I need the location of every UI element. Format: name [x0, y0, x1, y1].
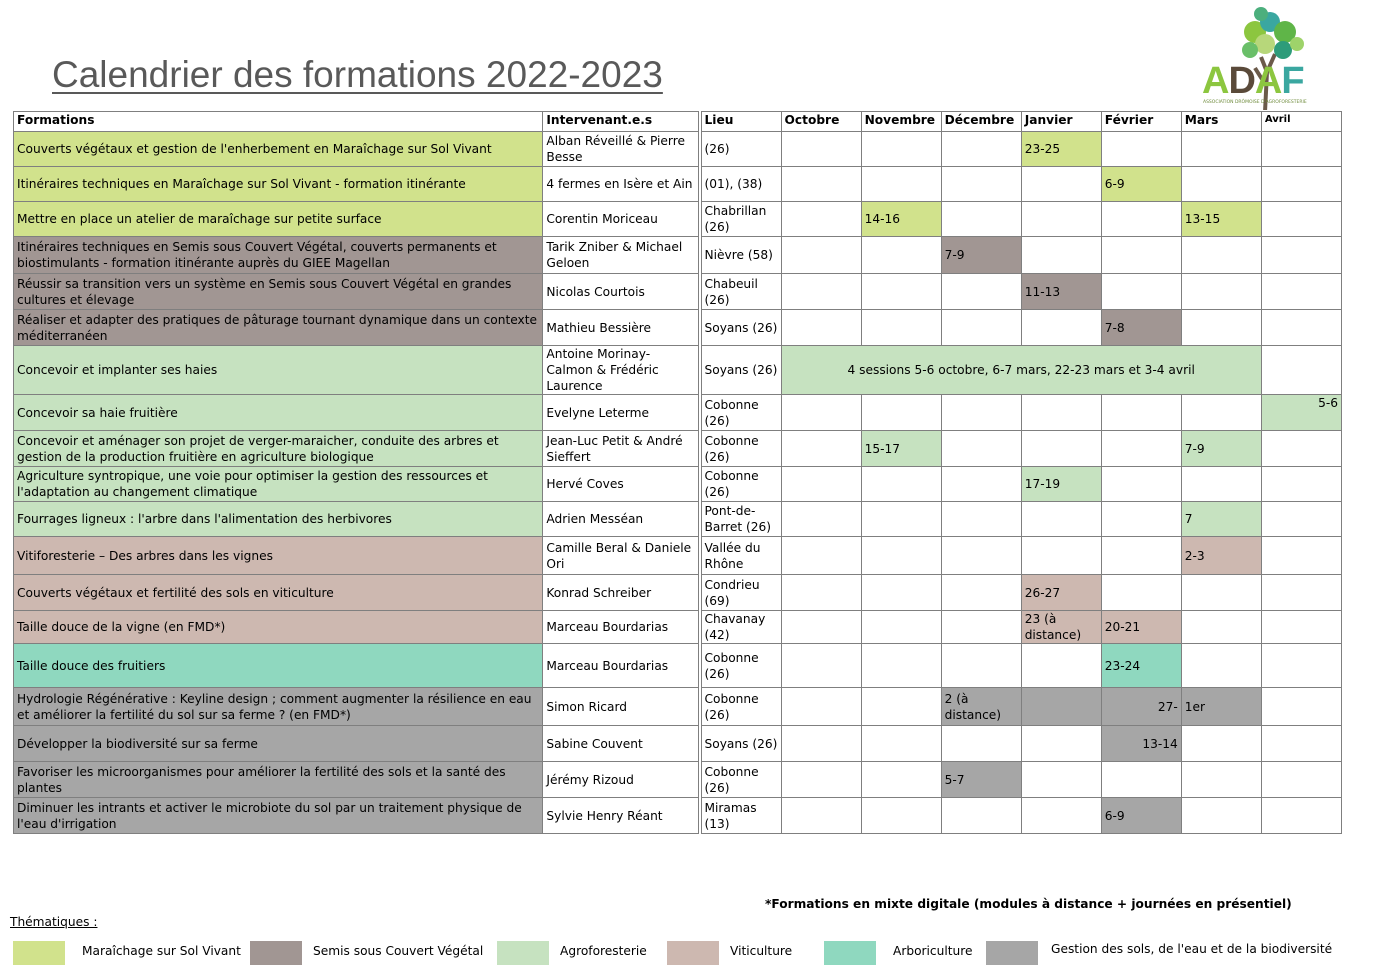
intervenant-cell: Marceau Bourdarias — [543, 644, 698, 688]
intervenant-cell: Corentin Moriceau — [543, 202, 698, 237]
header-month: Avril — [1261, 112, 1341, 132]
month-cell: 17-19 — [1021, 467, 1101, 502]
month-cell — [1101, 575, 1181, 611]
intervenant-cell: Sylvie Henry Réant — [543, 798, 698, 834]
month-cell — [1261, 762, 1341, 798]
formations-table — [13, 111, 1342, 834]
legend-label: Gestion des sols, de l'eau et de la biodiversité — [1051, 942, 1333, 956]
lieu-cell: Chavanay (42) — [701, 611, 781, 644]
formation-cell: Couverts végétaux et gestion de l'enherbement en Maraîchage sur Sol Vivant — [14, 132, 543, 167]
month-cell — [1021, 310, 1101, 346]
month-cell — [781, 798, 861, 834]
table-row — [14, 644, 1342, 688]
month-cell — [941, 167, 1021, 202]
formation-cell: Concevoir sa haie fruitière — [14, 395, 543, 431]
month-cell — [781, 467, 861, 502]
intervenant-cell: Alban Réveillé & Pierre Besse — [543, 132, 698, 167]
table-row — [14, 467, 1342, 502]
formation-cell: Itinéraires techniques en Maraîchage sur Sol Vivant - formation itinérante — [14, 167, 543, 202]
lieu-cell: (26) — [701, 132, 781, 167]
table-row — [14, 167, 1342, 202]
legend-label: Maraîchage sur Sol Vivant — [82, 944, 241, 958]
month-cell — [941, 310, 1021, 346]
month-cell: 15-17 — [861, 431, 941, 467]
month-cell — [1261, 644, 1341, 688]
month-cell — [1021, 798, 1101, 834]
header-month: Février — [1101, 112, 1181, 132]
month-cell — [1181, 167, 1261, 202]
month-cell — [861, 132, 941, 167]
session-span-cell: 4 sessions 5-6 octobre, 6-7 mars, 22-23 mars et 3-4 avril — [781, 346, 1261, 395]
month-cell — [1261, 575, 1341, 611]
month-cell — [1181, 237, 1261, 274]
month-cell — [1021, 237, 1101, 274]
month-cell: 23-25 — [1021, 132, 1101, 167]
lieu-cell: Soyans (26) — [701, 346, 781, 395]
month-cell — [781, 644, 861, 688]
month-cell: 20-21 — [1101, 611, 1181, 644]
intervenant-cell: Sabine Couvent — [543, 726, 698, 762]
month-cell — [1021, 726, 1101, 762]
month-cell — [1181, 395, 1261, 431]
intervenant-cell: Nicolas Courtois — [543, 274, 698, 310]
month-cell — [941, 202, 1021, 237]
month-cell — [861, 575, 941, 611]
month-cell — [781, 537, 861, 575]
month-cell — [1261, 502, 1341, 537]
month-cell — [941, 611, 1021, 644]
month-cell — [941, 726, 1021, 762]
month-cell: 6-9 — [1101, 167, 1181, 202]
formation-cell: Développer la biodiversité sur sa ferme — [14, 726, 543, 762]
table-row — [14, 688, 1342, 726]
formation-cell: Réaliser et adapter des pratiques de pâturage tournant dynamique dans un contexte méditerranéen — [14, 310, 543, 346]
month-cell — [941, 502, 1021, 537]
month-cell — [1181, 467, 1261, 502]
lieu-cell: Vallée du Rhône — [701, 537, 781, 575]
month-cell — [1101, 237, 1181, 274]
month-cell: 23-24 — [1101, 644, 1181, 688]
table-row — [14, 431, 1342, 467]
adaf-logo-text: ADAF — [1202, 60, 1304, 102]
intervenant-cell: 4 fermes en Isère et Ain — [543, 167, 698, 202]
lieu-cell: Cobonne (26) — [701, 467, 781, 502]
month-cell — [861, 395, 941, 431]
lieu-cell: Condrieu (69) — [701, 575, 781, 611]
month-cell — [861, 167, 941, 202]
month-cell — [861, 611, 941, 644]
header-month: Janvier — [1021, 112, 1101, 132]
month-cell: 7-9 — [1181, 431, 1261, 467]
month-cell — [861, 644, 941, 688]
month-cell — [1181, 132, 1261, 167]
header-month: Mars — [1181, 112, 1261, 132]
intervenant-cell: Mathieu Bessière — [543, 310, 698, 346]
month-cell — [781, 611, 861, 644]
intervenant-cell: Tarik Zniber & Michael Geloen — [543, 237, 698, 274]
month-cell — [861, 798, 941, 834]
lieu-cell: Soyans (26) — [701, 726, 781, 762]
table-row — [14, 132, 1342, 167]
formation-cell: Vitiforesterie – Des arbres dans les vignes — [14, 537, 543, 575]
legend-swatch — [13, 941, 65, 965]
month-cell — [1101, 762, 1181, 798]
month-cell: 27- — [1101, 688, 1181, 726]
month-cell — [1101, 395, 1181, 431]
legend-title: Thématiques : — [10, 915, 98, 929]
month-cell: 2-3 — [1181, 537, 1261, 575]
month-cell — [861, 762, 941, 798]
month-cell — [861, 537, 941, 575]
adaf-logo-subtitle: ASSOCIATION DRÔMOISE D'AGROFORESTERIE — [1203, 100, 1307, 105]
table-row — [14, 395, 1342, 431]
month-cell — [781, 132, 861, 167]
month-cell — [1261, 167, 1341, 202]
formation-cell: Concevoir et implanter ses haies — [14, 346, 543, 395]
table-row — [14, 762, 1342, 798]
formation-cell: Itinéraires techniques en Semis sous Couvert Végétal, couverts permanents et biostimulants - formation itinérante auprès du GIEE Magellan — [14, 237, 543, 274]
table-row — [14, 726, 1342, 762]
legend-label: Arboriculture — [893, 944, 973, 958]
month-cell — [781, 310, 861, 346]
month-cell — [941, 575, 1021, 611]
month-cell — [1261, 202, 1341, 237]
month-cell — [781, 167, 861, 202]
header-month: Décembre — [941, 112, 1021, 132]
month-cell — [1101, 537, 1181, 575]
month-cell — [1101, 431, 1181, 467]
intervenant-cell: Hervé Coves — [543, 467, 698, 502]
month-cell — [1181, 274, 1261, 310]
month-cell — [781, 274, 861, 310]
intervenant-cell: Adrien Messéan — [543, 502, 698, 537]
header-formations: Formations — [14, 112, 543, 132]
month-cell: 2 (à distance) — [941, 688, 1021, 726]
month-cell — [1181, 798, 1261, 834]
month-cell — [781, 395, 861, 431]
legend-swatch — [667, 941, 719, 965]
month-cell — [861, 237, 941, 274]
month-cell — [1261, 274, 1341, 310]
month-cell — [861, 502, 941, 537]
formation-cell: Fourrages ligneux : l'arbre dans l'alimentation des herbivores — [14, 502, 543, 537]
month-cell: 7-8 — [1101, 310, 1181, 346]
formation-cell: Taille douce de la vigne (en FMD*) — [14, 611, 543, 644]
formation-cell: Réussir sa transition vers un système en Semis sous Couvert Végétal en grandes cultures et élevage — [14, 274, 543, 310]
lieu-cell: Pont-de-Barret (26) — [701, 502, 781, 537]
lieu-cell: Miramas (13) — [701, 798, 781, 834]
table-row — [14, 237, 1342, 274]
intervenant-cell: Jean-Luc Petit & André Sieffert — [543, 431, 698, 467]
month-cell — [1261, 798, 1341, 834]
month-cell — [1101, 502, 1181, 537]
lieu-cell: Nièvre (58) — [701, 237, 781, 274]
formation-cell: Concevoir et aménager son projet de verger-maraicher, conduite des arbres et gestion de la production fruitière en agriculture biologique — [14, 431, 543, 467]
month-cell — [1101, 132, 1181, 167]
intervenant-cell: Evelyne Leterme — [543, 395, 698, 431]
month-cell — [781, 237, 861, 274]
month-cell — [781, 726, 861, 762]
intervenant-cell: Camille Beral & Daniele Ori — [543, 537, 698, 575]
month-cell — [1181, 726, 1261, 762]
header-lieu: Lieu — [701, 112, 781, 132]
month-cell — [1261, 611, 1341, 644]
month-cell — [781, 431, 861, 467]
intervenant-cell: Konrad Schreiber — [543, 575, 698, 611]
month-cell — [1021, 502, 1101, 537]
legend-label: Viticulture — [730, 944, 793, 958]
month-cell — [1021, 644, 1101, 688]
month-cell — [1181, 644, 1261, 688]
month-cell — [1021, 688, 1101, 726]
table-row — [14, 346, 1342, 395]
month-cell — [941, 431, 1021, 467]
month-cell — [861, 467, 941, 502]
month-cell: 14-16 — [861, 202, 941, 237]
month-cell — [861, 688, 941, 726]
month-cell — [1181, 310, 1261, 346]
header-month: Octobre — [781, 112, 861, 132]
lieu-cell: Cobonne (26) — [701, 762, 781, 798]
month-cell — [1261, 726, 1341, 762]
month-cell — [1181, 611, 1261, 644]
month-cell — [1181, 575, 1261, 611]
month-cell — [1261, 688, 1341, 726]
month-cell — [781, 575, 861, 611]
month-cell — [1261, 431, 1341, 467]
table-row — [14, 202, 1342, 237]
month-cell: 1er — [1181, 688, 1261, 726]
month-cell — [1261, 537, 1341, 575]
month-cell — [1261, 467, 1341, 502]
month-cell — [1021, 537, 1101, 575]
lieu-cell: Cobonne (26) — [701, 431, 781, 467]
month-cell — [1021, 762, 1101, 798]
month-cell — [1261, 132, 1341, 167]
month-cell: 6-9 — [1101, 798, 1181, 834]
month-cell — [941, 644, 1021, 688]
month-cell: 23 (à distance) — [1021, 611, 1101, 644]
formation-cell: Hydrologie Régénérative : Keyline design ; comment augmenter la résilience en eau et améliorer la fertilité du sol sur sa ferme ? (en FMD*) — [14, 688, 543, 726]
month-cell: 13-15 — [1181, 202, 1261, 237]
month-cell — [861, 310, 941, 346]
month-cell — [861, 274, 941, 310]
header-month: Novembre — [861, 112, 941, 132]
lieu-cell: Cobonne (26) — [701, 644, 781, 688]
month-cell: 5-6 — [1261, 395, 1341, 431]
legend-swatch — [986, 941, 1038, 965]
month-cell — [781, 688, 861, 726]
formation-cell: Favoriser les microorganismes pour améliorer la fertilité des sols et la santé des plantes — [14, 762, 543, 798]
formation-cell: Mettre en place un atelier de maraîchage sur petite surface — [14, 202, 543, 237]
month-cell — [1021, 167, 1101, 202]
month-cell — [1021, 202, 1101, 237]
intervenant-cell: Marceau Bourdarias — [543, 611, 698, 644]
month-cell — [1101, 467, 1181, 502]
table-row — [14, 537, 1342, 575]
legend-swatch — [824, 941, 876, 965]
legend-label: Agroforesterie — [560, 944, 647, 958]
formation-cell: Couverts végétaux et fertilité des sols en viticulture — [14, 575, 543, 611]
table-row — [14, 575, 1342, 611]
month-cell: 13-14 — [1101, 726, 1181, 762]
formation-cell: Agriculture syntropique, une voie pour optimiser la gestion des ressources et l'adaptation au changement climatique — [14, 467, 543, 502]
month-cell — [941, 274, 1021, 310]
formation-cell: Taille douce des fruitiers — [14, 644, 543, 688]
month-cell — [1101, 202, 1181, 237]
month-cell — [1261, 346, 1341, 395]
month-cell: 11-13 — [1021, 274, 1101, 310]
legend-swatch — [497, 941, 549, 965]
table-header-row — [14, 112, 1342, 132]
month-cell: 7 — [1181, 502, 1261, 537]
month-cell: 26-27 — [1021, 575, 1101, 611]
lieu-cell: Chabrillan (26) — [701, 202, 781, 237]
month-cell — [781, 502, 861, 537]
table-row — [14, 798, 1342, 834]
table-row — [14, 274, 1342, 310]
month-cell: 5-7 — [941, 762, 1021, 798]
month-cell — [1261, 237, 1341, 274]
header-intervenants: Intervenant.e.s — [543, 112, 698, 132]
intervenant-cell: Jérémy Rizoud — [543, 762, 698, 798]
intervenant-cell: Simon Ricard — [543, 688, 698, 726]
lieu-cell: Cobonne (26) — [701, 688, 781, 726]
month-cell — [1261, 310, 1341, 346]
lieu-cell: Chabeuil (26) — [701, 274, 781, 310]
legend-swatch — [250, 941, 302, 965]
month-cell — [1021, 431, 1101, 467]
table-row — [14, 310, 1342, 346]
month-cell — [1021, 395, 1101, 431]
month-cell — [781, 202, 861, 237]
month-cell — [941, 467, 1021, 502]
table-row — [14, 611, 1342, 644]
lieu-cell: Cobonne (26) — [701, 395, 781, 431]
fmd-footnote: *Formations en mixte digitale (modules à distance + journées en présentiel) — [765, 897, 1292, 911]
lieu-cell: (01), (38) — [701, 167, 781, 202]
month-cell — [1181, 762, 1261, 798]
month-cell — [941, 395, 1021, 431]
month-cell — [941, 132, 1021, 167]
month-cell — [1101, 274, 1181, 310]
lieu-cell: Soyans (26) — [701, 310, 781, 346]
month-cell: 7-9 — [941, 237, 1021, 274]
month-cell — [781, 762, 861, 798]
formation-cell: Diminuer les intrants et activer le microbiote du sol par un traitement physique de l'eau d'irrigation — [14, 798, 543, 834]
month-cell — [941, 537, 1021, 575]
month-cell — [861, 726, 941, 762]
month-cell — [941, 798, 1021, 834]
page-title: Calendrier des formations 2022-2023 — [52, 54, 663, 95]
intervenant-cell: Antoine Morinay-Calmon & Frédéric Laurence — [543, 346, 698, 395]
table-row — [14, 502, 1342, 537]
legend-label: Semis sous Couvert Végétal — [313, 944, 484, 958]
